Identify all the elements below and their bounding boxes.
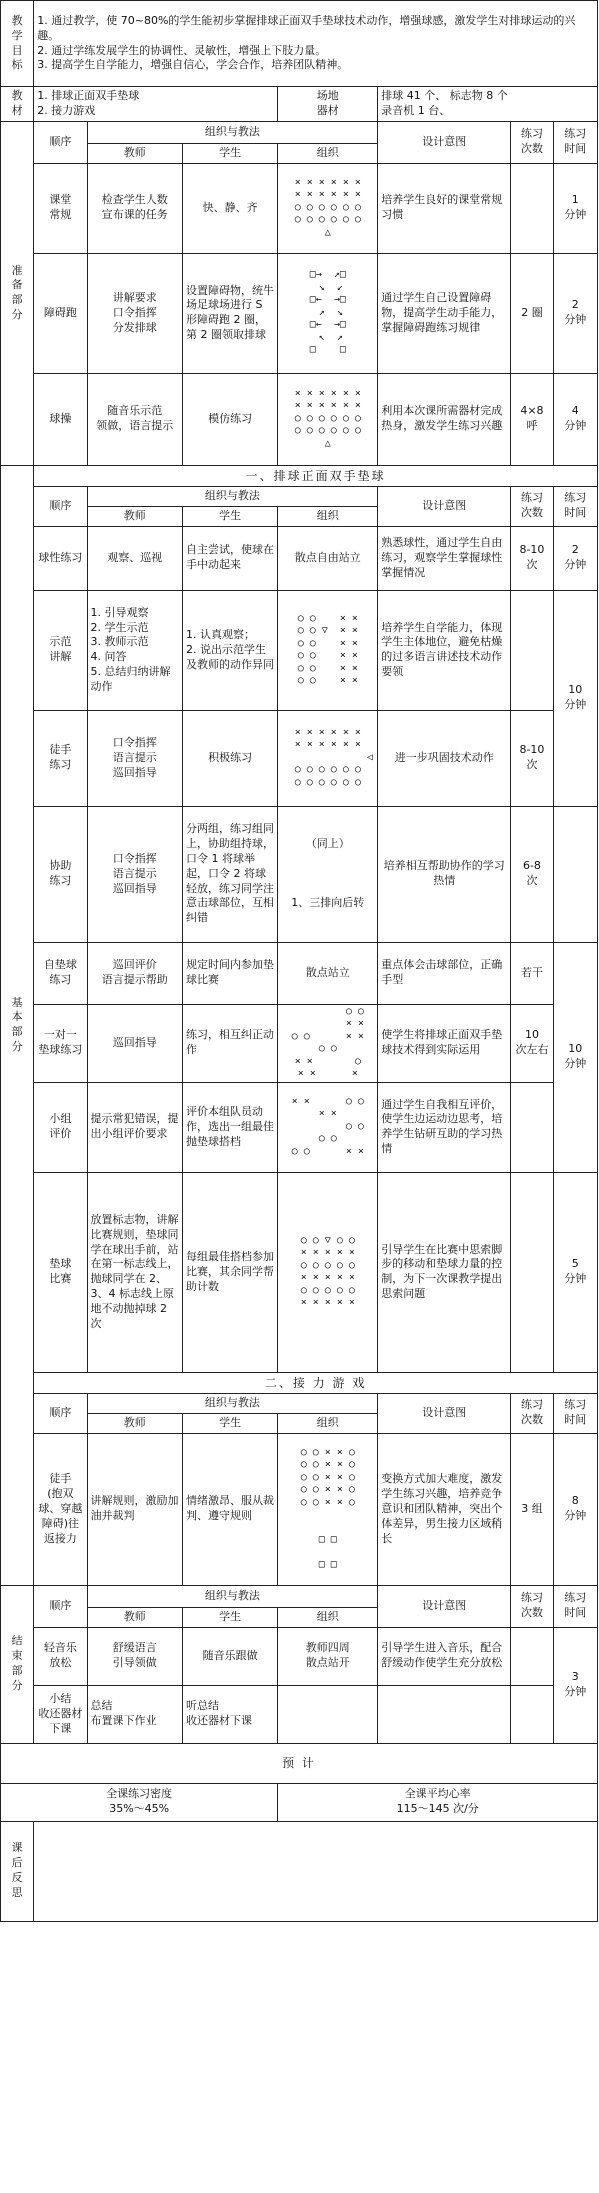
basic-section-title: 一、排球正面双手垫球 bbox=[34, 465, 598, 486]
row-intent: 培养学生自学能力，体现学生主体地位，避免枯燥的过多语言讲述技术动作要领 bbox=[378, 590, 511, 710]
heart-rate-value: 115～145 次/分 bbox=[396, 1802, 479, 1816]
header-group: 组织与教法 bbox=[87, 486, 378, 506]
row-org-diagram: 散点自由站立 bbox=[278, 526, 378, 590]
row-order: 徒手 练习 bbox=[34, 710, 87, 806]
forecast-title-row bbox=[1, 1743, 598, 1783]
prep-section-label: 准 备 部 分 bbox=[1, 121, 34, 465]
row-org-diagram: ○ ○ ▽ ○ ○ × × × × × ○ ○ ○ ○ ○ × × × × × ○ ○ ○ ○ ○ × × × × × bbox=[278, 1172, 378, 1372]
header-group: 组织与教法 bbox=[87, 1393, 378, 1413]
material-item: 1. 排球正面双手垫球 bbox=[37, 89, 140, 102]
table-row bbox=[1, 373, 598, 465]
row-count bbox=[511, 590, 553, 710]
forecast-values-row bbox=[1, 1783, 598, 1821]
materials-label: 教 材 bbox=[1, 87, 34, 122]
row-student: 规定时间内参加垫球比赛 bbox=[182, 942, 277, 1004]
row-count bbox=[511, 1627, 553, 1685]
row-order: 徒手 (抱双球、穿越障碍)往返接力 bbox=[34, 1433, 87, 1585]
row-order: 轻音乐 放松 bbox=[34, 1627, 87, 1685]
row-org-diagram: （同上） 1、三排向后转 bbox=[278, 806, 378, 942]
row-student: 每组最佳搭档参加比赛，其余同学帮助计数 bbox=[182, 1172, 277, 1372]
header-count: 练习 次数 bbox=[511, 1393, 553, 1433]
row-order: 小结 收还器材下课 bbox=[34, 1685, 87, 1743]
venue-label: 场地 器材 bbox=[278, 87, 378, 122]
row-org-diagram: 散点站立 bbox=[278, 942, 378, 1004]
row-teacher: 总结 布置课下作业 bbox=[87, 1685, 182, 1743]
row-intent: 利用本次课所需器材完成热身，激发学生练习兴趣 bbox=[378, 373, 511, 465]
relay-title-row bbox=[1, 1372, 598, 1393]
heart-rate-label: 全课平均心率 bbox=[404, 1787, 471, 1801]
prep-header-row bbox=[1, 121, 598, 143]
venue-value: 排球 41 个、 标志物 8 个 录音机 1 台、 bbox=[378, 87, 598, 122]
header-intent: 设计意图 bbox=[378, 1393, 511, 1433]
reflection-label: 课 后 反 思 bbox=[1, 1821, 34, 1921]
header-time: 练习 时间 bbox=[553, 121, 597, 163]
row-org-diagram: ○ ○ × × ○ ○ × × ○ ○ × × ○ × × × bbox=[278, 1004, 378, 1082]
objective-item: 3. 提高学生自学能力，增强自信心，学会合作，培养团队精神。 bbox=[37, 58, 349, 72]
row-student: 快、静、齐 bbox=[182, 163, 277, 253]
row-order: 障碍跑 bbox=[34, 253, 87, 373]
header-org: 组织 bbox=[278, 1607, 378, 1627]
header-count: 练习 次数 bbox=[511, 121, 553, 163]
row-count bbox=[511, 1685, 553, 1743]
materials-content bbox=[34, 87, 278, 122]
row-count bbox=[511, 1172, 553, 1372]
row-teacher: 讲解规则，激励加油并裁判 bbox=[87, 1433, 182, 1585]
heart-rate-cell bbox=[278, 1783, 598, 1821]
table-row bbox=[1, 1082, 598, 1172]
header-student: 学生 bbox=[182, 506, 277, 526]
reflection-row bbox=[1, 1821, 598, 1921]
row-intent: 熟悉球性，通过学生自由练习，观察学生掌握球性掌握情况 bbox=[378, 526, 511, 590]
header-student: 学生 bbox=[182, 1413, 277, 1433]
materials-row bbox=[1, 87, 598, 122]
header-order: 顺序 bbox=[34, 121, 87, 163]
header-order: 顺序 bbox=[34, 1393, 87, 1433]
row-time: 1 分钟 bbox=[553, 163, 597, 253]
objectives-row bbox=[1, 1, 598, 87]
row-student: 分两组，练习组同上，协助组持球，口令 1 将球举起，口令 2 将球轻放，练习同学注意击球部位，互相纠错 bbox=[182, 806, 277, 942]
row-intent: 引导学生进入音乐，配合舒缓动作使学生充分放松 bbox=[378, 1627, 511, 1685]
row-order: 球操 bbox=[34, 373, 87, 465]
density-label: 全课练习密度 bbox=[106, 1787, 173, 1801]
row-time bbox=[553, 806, 597, 942]
row-intent: 培养学生良好的课堂常规习惯 bbox=[378, 163, 511, 253]
header-student: 学生 bbox=[182, 143, 277, 163]
row-count: 3 组 bbox=[511, 1433, 553, 1585]
header-order: 顺序 bbox=[34, 1585, 87, 1627]
table-row bbox=[1, 253, 598, 373]
header-count: 练习 次数 bbox=[511, 1585, 553, 1627]
row-org-diagram: × × × × × × × × × × × × ◁ ○ ○ ○ ○ ○ ○ ○ ○ ○ ○ ○ ○ bbox=[278, 710, 378, 806]
row-intent: 进一步巩固技术动作 bbox=[378, 710, 511, 806]
header-time: 练习 时间 bbox=[553, 1393, 597, 1433]
header-org: 组织 bbox=[278, 143, 378, 163]
density-cell bbox=[1, 1783, 278, 1821]
row-count bbox=[511, 163, 553, 253]
basic-title-row bbox=[1, 465, 598, 486]
row-org-diagram bbox=[278, 1685, 378, 1743]
row-org-diagram: × × × × × × × × × × × × ○ ○ ○ ○ ○ ○ ○ ○ ○ ○ ○ ○ △ bbox=[278, 163, 378, 253]
row-count: 4×8 呼 bbox=[511, 373, 553, 465]
row-order: 一对一 垫球练习 bbox=[34, 1004, 87, 1082]
end-header-row bbox=[1, 1585, 598, 1607]
header-time: 练习 时间 bbox=[553, 1585, 597, 1627]
row-intent: 通过学生自我相互评价，使学生边运动边思考，培养学生钻研互助的学习热情 bbox=[378, 1082, 511, 1172]
row-teacher: 1. 引导观察 2. 学生示范 3. 教师示范 4. 问答 5. 总结归纳讲解动作 bbox=[87, 590, 182, 710]
row-intent: 引导学生在比赛中思索脚步的移动和垫球力量的控制，为下一次课教学提出思索问题 bbox=[378, 1172, 511, 1372]
row-intent: 使学生将排球正面双手垫球技术得到实际运用 bbox=[378, 1004, 511, 1082]
row-time: 10 分钟 bbox=[553, 590, 597, 806]
row-teacher: 口令指挥 语言提示 巡回指导 bbox=[87, 806, 182, 942]
table-row bbox=[1, 1172, 598, 1372]
row-org-diagram: × × ○ ○ × × ○ ○ ○ ○ ○ ○ × × bbox=[278, 1082, 378, 1172]
header-count: 练习 次数 bbox=[511, 486, 553, 526]
material-item: 2. 接力游戏 bbox=[37, 103, 96, 117]
header-intent: 设计意图 bbox=[378, 1585, 511, 1627]
row-intent: 重点体会击球部位，正确手型 bbox=[378, 942, 511, 1004]
table-row bbox=[1, 163, 598, 253]
header-intent: 设计意图 bbox=[378, 121, 511, 163]
row-org-diagram: ○ ○ × × ○ ○ ▽ × × ○ ○ × × ○ ○ × × ○ ○ × × ○ ○ × × bbox=[278, 590, 378, 710]
header-org: 组织 bbox=[278, 1413, 378, 1433]
row-teacher: 提示常犯错误，提出小组评价要求 bbox=[87, 1082, 182, 1172]
header-group: 组织与教法 bbox=[87, 121, 378, 143]
header-org: 组织 bbox=[278, 506, 378, 526]
forecast-title: 预 计 bbox=[1, 1743, 598, 1783]
relay-header-row bbox=[1, 1393, 598, 1413]
row-count: 2 圈 bbox=[511, 253, 553, 373]
header-order: 顺序 bbox=[34, 486, 87, 526]
row-order: 垫球 比赛 bbox=[34, 1172, 87, 1372]
relay-section-title: 二、接 力 游 戏 bbox=[34, 1372, 598, 1393]
row-time: 2 分钟 bbox=[553, 526, 597, 590]
row-teacher: 随音乐示范 领做，语言提示 bbox=[87, 373, 182, 465]
row-teacher: 观察、巡视 bbox=[87, 526, 182, 590]
row-teacher: 口令指挥 语言提示 巡回指导 bbox=[87, 710, 182, 806]
table-row bbox=[1, 590, 598, 710]
header-teacher: 教师 bbox=[87, 506, 182, 526]
row-count: 10 次左右 bbox=[511, 1004, 553, 1082]
table-row bbox=[1, 1433, 598, 1585]
row-org-diagram: □→ ↗□ ↘ ↙ □← →□ ↗ ↘ □← →□ ↖ ↗ □ □ bbox=[278, 253, 378, 373]
row-intent: 培养相互帮助协作的学习热情 bbox=[378, 806, 511, 942]
row-org-diagram: × × × × × × × × × × × × ○ ○ ○ ○ ○ ○ ○ ○ ○ ○ ○ ○ △ bbox=[278, 373, 378, 465]
row-student: 情绪激昂、服从裁判、遵守规则 bbox=[182, 1433, 277, 1585]
objective-item: 2. 通过学练发展学生的协调性、灵敏性，增强上下肢力量。 bbox=[37, 43, 327, 57]
row-order: 协助 练习 bbox=[34, 806, 87, 942]
row-student: 1. 认真观察； 2. 说出示范学生及教师的动作异同 bbox=[182, 590, 277, 710]
objectives-content bbox=[34, 1, 598, 87]
header-teacher: 教师 bbox=[87, 1413, 182, 1433]
table-row bbox=[1, 1685, 598, 1743]
row-student: 听总结 收还器材下课 bbox=[182, 1685, 277, 1743]
table-row bbox=[1, 806, 598, 942]
row-count: 若干 bbox=[511, 942, 553, 1004]
row-student: 随音乐跟做 bbox=[182, 1627, 277, 1685]
row-time: 5 分钟 bbox=[553, 1172, 597, 1372]
row-time-merged: 10 分钟 bbox=[553, 942, 597, 1172]
row-teacher: 巡回指导 bbox=[87, 1004, 182, 1082]
row-teacher: 巡回评价 语言提示帮助 bbox=[87, 942, 182, 1004]
objectives-label: 教 学 目 标 bbox=[1, 1, 34, 87]
row-time: 8 分钟 bbox=[553, 1433, 597, 1585]
row-student: 自主尝试，使球在手中动起来 bbox=[182, 526, 277, 590]
table-row bbox=[1, 942, 598, 1004]
row-teacher: 讲解要求 口令指挥 分发排球 bbox=[87, 253, 182, 373]
row-teacher: 舒缓语言 引导领做 bbox=[87, 1627, 182, 1685]
table-row bbox=[1, 526, 598, 590]
row-time: 4 分钟 bbox=[553, 373, 597, 465]
row-order: 课堂 常规 bbox=[34, 163, 87, 253]
reflection-content bbox=[34, 1821, 598, 1921]
header-teacher: 教师 bbox=[87, 143, 182, 163]
header-student: 学生 bbox=[182, 1607, 277, 1627]
row-count: 8-10 次 bbox=[511, 710, 553, 806]
row-student: 积极练习 bbox=[182, 710, 277, 806]
row-time: 2 分钟 bbox=[553, 253, 597, 373]
row-order: 小组 评价 bbox=[34, 1082, 87, 1172]
row-intent: 变换方式加大难度，激发学生练习兴趣，培养竞争意识和团队精神，突出个体差异，男生接力区域稍长 bbox=[378, 1433, 511, 1585]
row-student: 设置障碍物，统牛场足球场进行 S 形障碍跑 2 圈，第 2 圈领取排球 bbox=[182, 253, 277, 373]
row-count bbox=[511, 1082, 553, 1172]
row-intent: 通过学生自己设置障碍物，提高学生动手能力，掌握障碍跑练习规律 bbox=[378, 253, 511, 373]
header-teacher: 教师 bbox=[87, 1607, 182, 1627]
objective-item: 1. 通过教学，使 70~80%的学生能初步掌握排球正面双手垫球技术动作，增强球感，激发学生对排球运动的兴趣。 bbox=[37, 13, 576, 42]
row-time: 3 分钟 bbox=[553, 1627, 597, 1743]
row-student: 模仿练习 bbox=[182, 373, 277, 465]
row-order: 示范 讲解 bbox=[34, 590, 87, 710]
header-intent: 设计意图 bbox=[378, 486, 511, 526]
row-count: 8-10 次 bbox=[511, 526, 553, 590]
basic-header-row bbox=[1, 486, 598, 506]
table-row bbox=[1, 1627, 598, 1685]
header-group: 组织与教法 bbox=[87, 1585, 378, 1607]
table-row bbox=[1, 1004, 598, 1082]
row-order: 球性练习 bbox=[34, 526, 87, 590]
header-time: 练习 时间 bbox=[553, 486, 597, 526]
row-org-diagram: ○ ○ × × ○ ○ ○ × × ○ ○ ○ × × ○ ○ ○ × × ○ ○ ○ × × ○ □ □ □ □ bbox=[278, 1433, 378, 1585]
table-row bbox=[1, 710, 598, 806]
row-student: 评价本组队员动作，选出一组最佳抛垫球搭档 bbox=[182, 1082, 277, 1172]
row-teacher: 放置标志物，讲解比赛规则，垫球同学在球出手前，站在第一标志线上，抛球同学在 2、3、4 标志线上原地不动抛掉球 2 次 bbox=[87, 1172, 182, 1372]
end-section-label: 结 束 部 分 bbox=[1, 1585, 34, 1743]
row-teacher: 检查学生人数 宣布课的任务 bbox=[87, 163, 182, 253]
row-org-diagram: 教师四周 散点站开 bbox=[278, 1627, 378, 1685]
row-order: 自垫球 练习 bbox=[34, 942, 87, 1004]
row-student: 练习，相互纠正动作 bbox=[182, 1004, 277, 1082]
basic-section-label: 基 本 部 分 bbox=[1, 465, 34, 1585]
row-intent bbox=[378, 1685, 511, 1743]
row-count: 6-8 次 bbox=[511, 806, 553, 942]
density-value: 35%～45% bbox=[109, 1802, 170, 1816]
